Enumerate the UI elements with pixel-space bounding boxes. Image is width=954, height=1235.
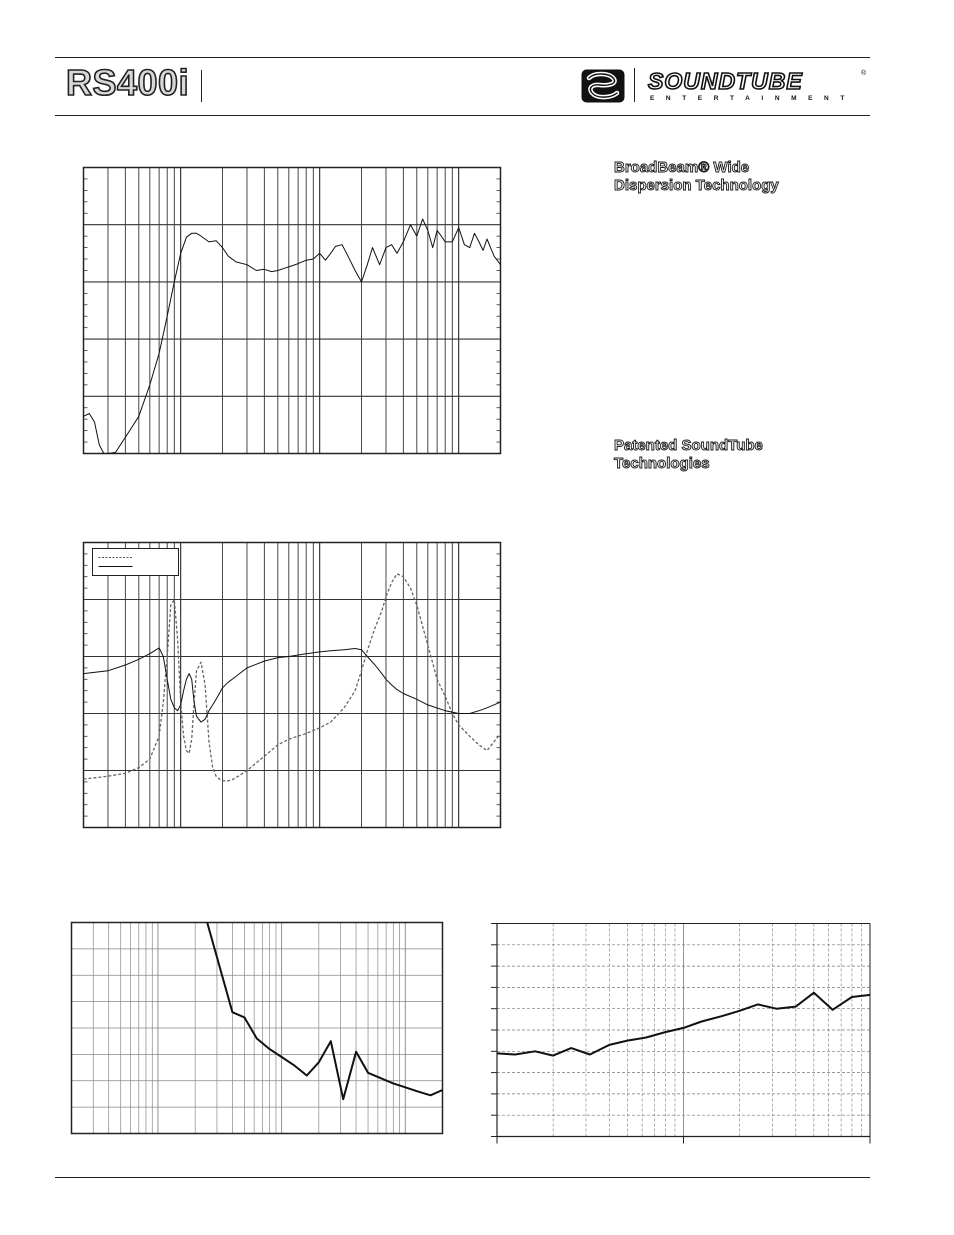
model-divider <box>201 70 202 102</box>
brand-wordmark: SOUNDTUBE <box>648 68 803 94</box>
chart-grid <box>84 543 501 828</box>
header-top-rule <box>55 57 870 58</box>
soundtube-s-emblem-icon <box>580 68 626 104</box>
heading-patented-line-1: Patented SoundTube <box>614 437 763 454</box>
impedance-phase-chart <box>82 541 502 829</box>
brand-registered-mark: ® <box>861 70 867 77</box>
distortion-chart <box>70 921 444 1135</box>
coverage-chart <box>487 922 871 1144</box>
footer-rule <box>55 1177 870 1178</box>
chart-frame <box>84 168 501 454</box>
chart-frame <box>84 543 501 828</box>
chart-grid <box>497 924 870 1137</box>
legend-box <box>93 549 179 576</box>
heading-patented <box>614 437 763 473</box>
frequency-response-chart <box>82 166 502 455</box>
series-line-solid-1 <box>84 648 501 722</box>
heading-broadbeam <box>614 159 779 195</box>
heading-broadbeam-line-1: BroadBeam® Wide <box>614 159 750 176</box>
heading-broadbeam-line-2: Dispersion Technology <box>614 177 779 194</box>
series-line-dashed-0 <box>84 574 501 781</box>
brand-subtitle: ENTERTAINMENT <box>650 95 856 102</box>
chart-grid <box>84 168 501 454</box>
header-bottom-rule <box>55 115 870 116</box>
model-name: RS400i <box>66 62 190 103</box>
chart-legend <box>93 549 179 576</box>
chart-grid <box>72 923 443 1134</box>
series-line-solid-0 <box>84 219 501 454</box>
heading-patented-line-2: Technologies <box>614 455 710 472</box>
logo-divider <box>634 68 635 102</box>
